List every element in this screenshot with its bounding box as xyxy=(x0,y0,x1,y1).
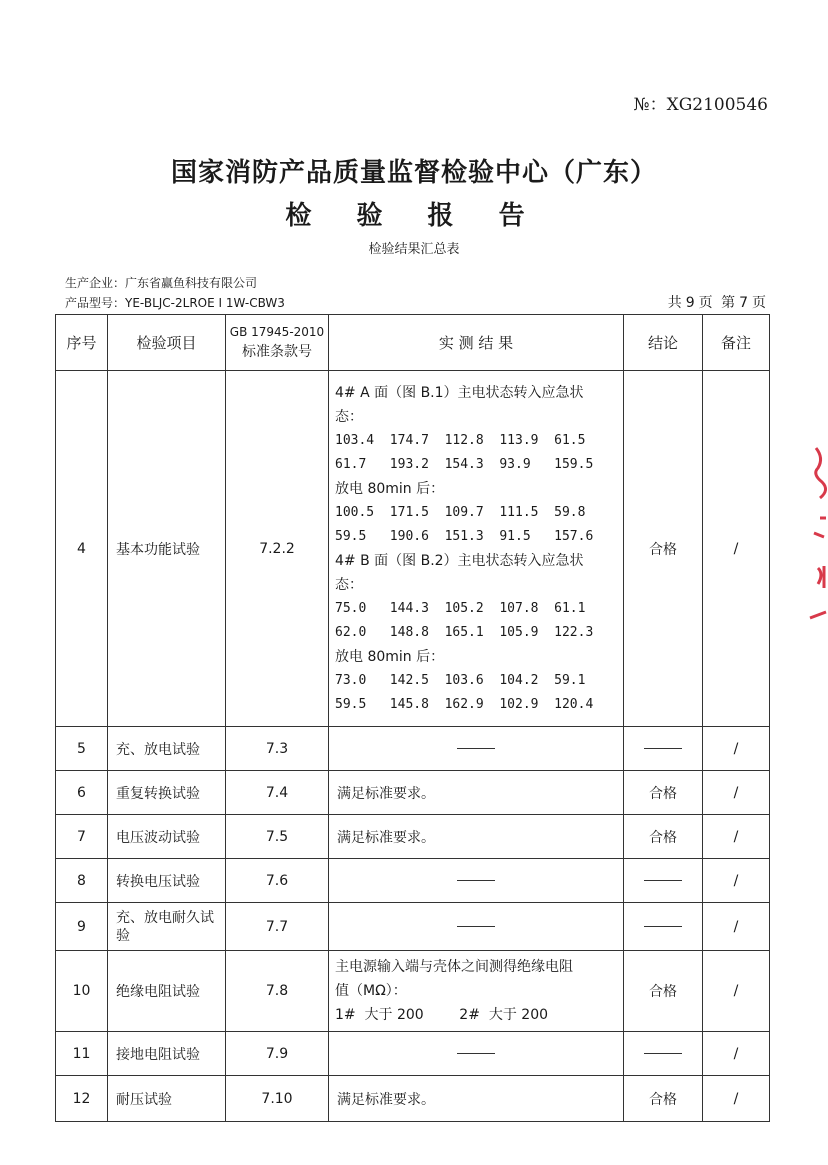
stamp-stroke xyxy=(810,612,826,618)
row-item: 充、放电耐久试验 xyxy=(108,903,226,951)
row-note: / xyxy=(703,815,770,859)
header-item: 检验项目 xyxy=(108,315,226,371)
stamp-stroke xyxy=(816,448,826,498)
header-note: 备注 xyxy=(703,315,770,371)
result-line: 1# 大于 200 2# 大于 200 xyxy=(335,1007,549,1023)
page-indicator xyxy=(666,292,768,312)
table-row xyxy=(56,1076,770,1122)
result-line: 放电 80min 后： xyxy=(335,480,445,497)
page-current-suffix: 页 xyxy=(752,295,766,311)
dash-mark xyxy=(644,880,682,881)
result-line: 59.5 145.8 162.9 102.9 120.4 xyxy=(335,696,594,712)
row-note: / xyxy=(703,1032,770,1076)
row-clause: 7.3 xyxy=(226,727,329,771)
result-line: 4# A 面（图 B.1）主电状态转入应急状 xyxy=(335,384,584,401)
page-current-prefix: 第 xyxy=(721,295,736,311)
result-line: 73.0 142.5 103.6 104.2 59.1 xyxy=(335,672,586,688)
row-item: 充、放电试验 xyxy=(108,727,226,771)
table-row xyxy=(56,815,770,859)
header-seq: 序号 xyxy=(56,315,108,371)
row-seq: 7 xyxy=(56,815,108,859)
result-line: 放电 80min 后： xyxy=(335,648,445,665)
row-item: 绝缘电阻试验 xyxy=(108,951,226,1032)
row-seq: 12 xyxy=(56,1076,108,1122)
result-line: 态： xyxy=(335,576,363,593)
row-conclusion: 合格 xyxy=(624,371,703,727)
dash-mark xyxy=(457,1053,495,1054)
row-clause: 7.7 xyxy=(226,903,329,951)
row-result: 满足标准要求。 xyxy=(329,771,624,815)
row-clause: 7.10 xyxy=(226,1076,329,1122)
dash-mark xyxy=(644,926,682,927)
row-result xyxy=(329,859,624,903)
stamp-fragment xyxy=(806,438,828,628)
row-note: / xyxy=(703,371,770,727)
dash-mark xyxy=(457,926,495,927)
row-note: / xyxy=(703,859,770,903)
row-clause: 7.5 xyxy=(226,815,329,859)
row-note: / xyxy=(703,771,770,815)
table-row xyxy=(56,727,770,771)
row-seq: 5 xyxy=(56,727,108,771)
report-number-label: №： xyxy=(633,95,667,115)
row-item: 耐压试验 xyxy=(108,1076,226,1122)
row-seq: 4 xyxy=(56,371,108,727)
row-conclusion: 合格 xyxy=(624,815,703,859)
row-item: 重复转换试验 xyxy=(108,771,226,815)
row-conclusion: 合格 xyxy=(624,951,703,1032)
row-clause: 7.2.2 xyxy=(226,371,329,727)
page-total: 9 xyxy=(685,295,695,311)
page-total-suffix: 页 xyxy=(698,295,713,311)
document-title: 检 验 报 告 xyxy=(285,201,543,231)
row-conclusion xyxy=(624,727,703,771)
row-result: 满足标准要求。 xyxy=(329,1076,624,1122)
dash-mark xyxy=(457,748,495,749)
row-result xyxy=(329,371,624,727)
result-line: 62.0 148.8 165.1 105.9 122.3 xyxy=(335,624,594,640)
result-line: 61.7 193.2 154.3 93.9 159.5 xyxy=(335,456,594,472)
row-seq: 6 xyxy=(56,771,108,815)
table-row xyxy=(56,371,770,727)
row-item: 电压波动试验 xyxy=(108,815,226,859)
page-current: 7 xyxy=(739,295,748,311)
row-item: 接地电阻试验 xyxy=(108,1032,226,1076)
header-standard-line2: 标准条款号 xyxy=(242,344,312,360)
result-line: 主电源输入端与壳体之间测得绝缘电阻 xyxy=(335,959,573,975)
table-header-row xyxy=(56,315,770,371)
row-item: 基本功能试验 xyxy=(108,371,226,727)
row-clause: 7.6 xyxy=(226,859,329,903)
result-line: 100.5 171.5 109.7 111.5 59.8 xyxy=(335,504,586,520)
header-result: 实 测 结 果 xyxy=(329,315,624,371)
result-line: 态： xyxy=(335,408,363,425)
report-number-value: XG2100546 xyxy=(666,95,768,115)
row-note: / xyxy=(703,1076,770,1122)
row-result xyxy=(329,1032,624,1076)
model-line xyxy=(65,294,285,311)
result-line: 59.5 190.6 151.3 91.5 157.6 xyxy=(335,528,594,544)
manufacturer-line xyxy=(65,274,257,291)
page-total-prefix: 共 xyxy=(667,295,682,311)
table-row xyxy=(56,1032,770,1076)
row-seq: 9 xyxy=(56,903,108,951)
organization-title: 国家消防产品质量监督检验中心（广东） xyxy=(170,158,657,188)
row-result: 满足标准要求。 xyxy=(329,815,624,859)
row-conclusion xyxy=(624,903,703,951)
table-row xyxy=(56,771,770,815)
result-line: 103.4 174.7 112.8 113.9 61.5 xyxy=(335,432,586,448)
row-result xyxy=(329,903,624,951)
row-clause: 7.8 xyxy=(226,951,329,1032)
row-clause: 7.4 xyxy=(226,771,329,815)
header-standard xyxy=(226,315,329,371)
table-row xyxy=(56,903,770,951)
header-standard-line1: GB 17945-2010 xyxy=(229,325,325,339)
dash-mark xyxy=(457,880,495,881)
row-note: / xyxy=(703,727,770,771)
model-label: 产品型号： xyxy=(65,296,126,310)
table-row xyxy=(56,859,770,903)
result-line: 4# B 面（图 B.2）主电状态转入应急状 xyxy=(335,552,584,569)
dash-mark xyxy=(644,748,682,749)
result-line: 75.0 144.3 105.2 107.8 61.1 xyxy=(335,600,586,616)
row-clause: 7.9 xyxy=(226,1032,329,1076)
row-conclusion: 合格 xyxy=(624,1076,703,1122)
row-seq: 8 xyxy=(56,859,108,903)
row-result xyxy=(329,951,624,1032)
row-conclusion xyxy=(624,859,703,903)
row-conclusion xyxy=(624,1032,703,1076)
manufacturer-value: 广东省赢鱼科技有限公司 xyxy=(125,276,258,290)
report-number xyxy=(634,90,769,115)
row-result xyxy=(329,727,624,771)
row-note: / xyxy=(703,903,770,951)
stamp-stroke xyxy=(814,518,826,537)
table-row xyxy=(56,951,770,1032)
model-value: YE-BLJC-2LROE Ⅰ 1W-CBW3 xyxy=(125,296,285,310)
document-subtitle: 检验结果汇总表 xyxy=(368,242,460,257)
row-seq: 11 xyxy=(56,1032,108,1076)
header-conclusion: 结论 xyxy=(624,315,703,371)
dash-mark xyxy=(644,1053,682,1054)
result-line: 值（MΩ）： xyxy=(335,983,407,999)
row-seq: 10 xyxy=(56,951,108,1032)
row-conclusion: 合格 xyxy=(624,771,703,815)
row-item: 转换电压试验 xyxy=(108,859,226,903)
manufacturer-label: 生产企业： xyxy=(65,276,126,290)
results-table xyxy=(55,314,770,1122)
stamp-stroke xyxy=(818,566,824,588)
row-note: / xyxy=(703,951,770,1032)
